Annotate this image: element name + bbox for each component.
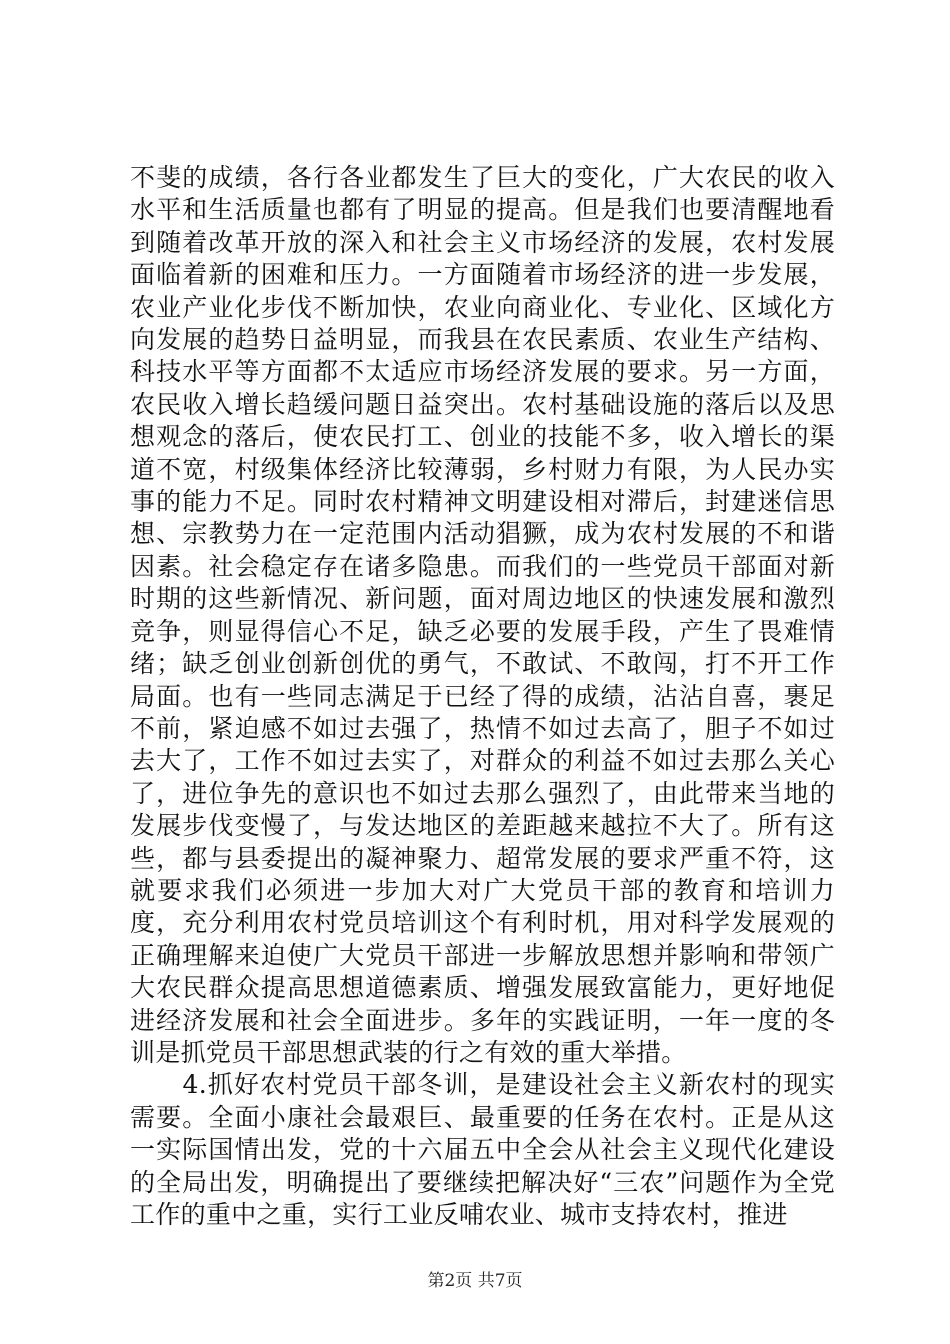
body-text	[130, 162, 835, 1231]
paragraph-2: 4.抓好农村党员干部冬训，是建设社会主义新农村的现实需要。全面小康社会最艰巨、最重要的任务在农村。正是从这一实际国情出发，党的十六届五中全会从社会主义现代化建设的全局出发，明确提出了要继续把解决好“三农”问题作为全党工作的重中之重，实行工业反哺农业、城市支持农村，推进	[130, 1070, 835, 1229]
paragraph-1: 不斐的成绩，各行各业都发生了巨大的变化，广大农民的收入水平和生活质量也都有了明显的提高。但是我们也要清醒地看到随着改革开放的深入和社会主义市场经济的发展，农村发展面临着新的困难和压力。一方面随着市场经济的进一步发展，农业产业化步伐不断加快，农业向商业化、专业化、区域化方向发展的趋势日益明显，而我县在农民素质、农业生产结构、科技水平等方面都不太适应市场经济发展的要求。另一方面，农民收入增长趋缓问题日益突出。农村基础设施的落后以及思想观念的落后，使农民打工、创业的技能不多，收入增长的渠道不宽，村级集体经济比较薄弱，乡村财力有限，为人民办实事的能力不足。同时农村精神文明建设相对滞后，封建迷信思想、宗教势力在一定范围内活动猖獗，成为农村发展的不和谐因素。社会稳定存在诸多隐患。而我们的一些党员干部面对新时期的这些新情况、新问题，面对周边地区的快速发展和激烈竞争，则显得信心不足，缺乏必要的发展手段，产生了畏难情绪；缺乏创业创新创优的勇气，不敢试、不敢闯，打不开工作局面。也有一些同志满足于已经了得的成绩，沾沾自喜，裹足不前，紧迫感不如过去强了，热情不如过去高了，胆子不如过去大了，工作不如过去实了，对群众的利益不如过去那么关心了，进位争先的意识也不如过去那么强烈了，由此带来当地的发展步伐变慢了，与发达地区的差距越来越拉不大了。所有这些，都与县委提出的凝神聚力、超常发展的要求严重不符，这就要求我们必须进一步加大对广大党员干部的教育和培训力度，充分利用农村党员培训这个有利时机，用对科学发展观的正确理解来迫使广大党员干部进一步解放思想并影响和带领广大农民群众提高思想道德素质、增强发展致富能力，更好地促进经济发展和社会全面进步。多年的实践证明，一年一度的冬训是抓党员干部思想武装的行之有效的重大举措。	[130, 163, 835, 1067]
page-footer: 第2页 共7页	[427, 1271, 523, 1291]
